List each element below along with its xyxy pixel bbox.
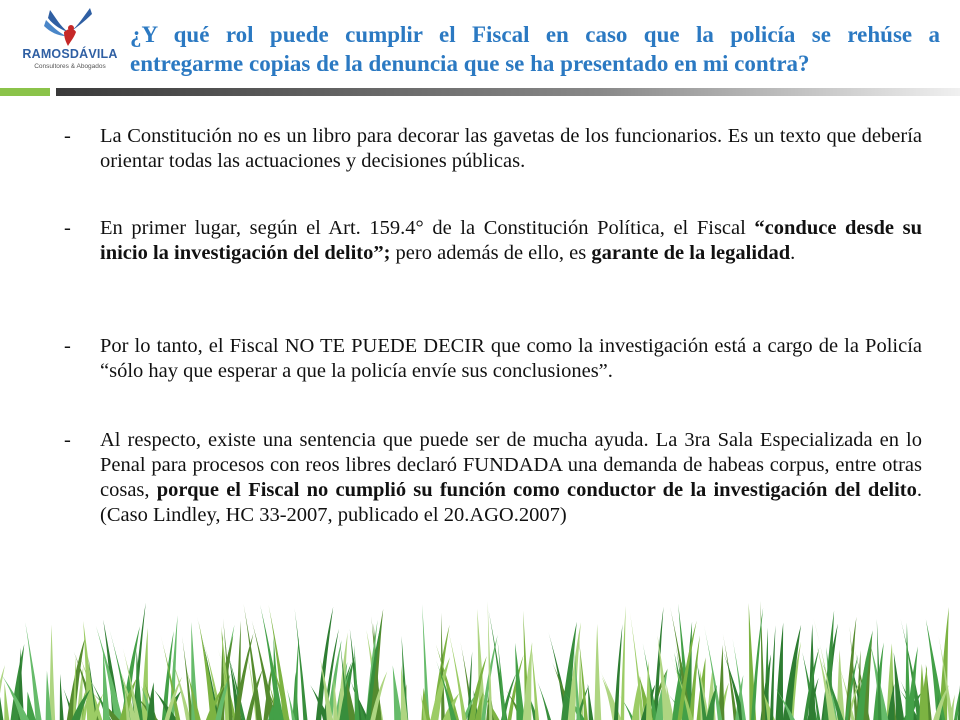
bullet-bold-text: garante de la legalidad	[591, 242, 791, 264]
grass-blade	[96, 626, 123, 720]
grass-blade	[776, 622, 784, 720]
grass-blade	[760, 601, 765, 720]
logo-name: RAMOSDÁVILA	[22, 47, 118, 61]
header-accent-bar	[0, 88, 50, 96]
grass-blade	[594, 624, 601, 720]
bullet-text	[100, 216, 922, 266]
grass-blade	[515, 643, 525, 720]
bullet-dash: -	[64, 335, 71, 357]
grass-blade	[393, 665, 402, 720]
title-line-1: ¿Y qué rol puede cumplir el Fiscal en caso que la policía se rehúse a	[130, 22, 940, 47]
grass-blade	[60, 674, 64, 720]
grass-blade	[723, 633, 738, 720]
grass-blade	[354, 645, 359, 720]
bullet-item	[64, 428, 922, 528]
bullet-dash: -	[64, 125, 71, 147]
bullet-item	[64, 334, 922, 384]
bullet-text-part: . (Caso Lindley, HC 33-2007, publicado el 20.AGO.2007)	[100, 479, 923, 526]
bullet-text-part: Por lo tanto, el Fiscal NO TE PUEDE DECIR que como la investigación está a cargo de la Policía “sólo hay que esperar a que la policía envíe sus conclusiones”.	[100, 335, 922, 382]
header-gradient-bar	[56, 88, 960, 96]
bullet-text-part: Al respecto, existe una sentencia que puede ser de mucha ayuda. La 3ra Sala Especializada en lo Penal para procesos con reos libres declaró FUNDADA una demanda de habeas corpus, entre otras cosas,	[100, 429, 922, 501]
slide-title	[130, 20, 940, 78]
bird-logo-icon	[42, 6, 98, 48]
bullet-text-part: .	[790, 242, 796, 264]
bullet-text-part: pero además de ello, es	[390, 242, 592, 264]
bullet-text	[100, 334, 922, 384]
bullet-dash: -	[64, 429, 71, 451]
bullet-bold-text: “conduce desde su inicio la investigación del delito”;	[100, 217, 922, 264]
bullet-text-part: En primer lugar, según el Art. 159.4° de la Constitución Política, el Fiscal	[100, 217, 755, 239]
grass-blade	[49, 625, 55, 720]
bullet-item	[64, 124, 922, 174]
bullet-text	[100, 428, 922, 528]
grass-blade	[770, 625, 776, 720]
bullet-text	[100, 124, 922, 174]
bullet-text-part: La Constitución no es un libro para decorar las gavetas de los funcionarios. Es un texto que debería orientar todas las actuaciones y decisiones públicas.	[100, 125, 922, 172]
company-logo	[14, 6, 126, 76]
logo-subtitle: Consultores & Abogados	[34, 63, 106, 70]
grass-blade	[0, 661, 3, 720]
bullet-item	[64, 216, 922, 266]
grass-blade	[294, 637, 299, 720]
bullet-bold-text: porque el Fiscal no cumplió su función como conductor de la investigación del delito	[156, 479, 917, 501]
grass-blade	[621, 606, 626, 720]
bullet-dash: -	[64, 217, 71, 239]
title-line-2: entregarme copias de la denuncia que se ha presentado en mi contra?	[130, 51, 810, 76]
grass-decoration	[0, 600, 960, 720]
grass-blade	[4, 683, 9, 720]
grass-blade	[588, 684, 594, 720]
